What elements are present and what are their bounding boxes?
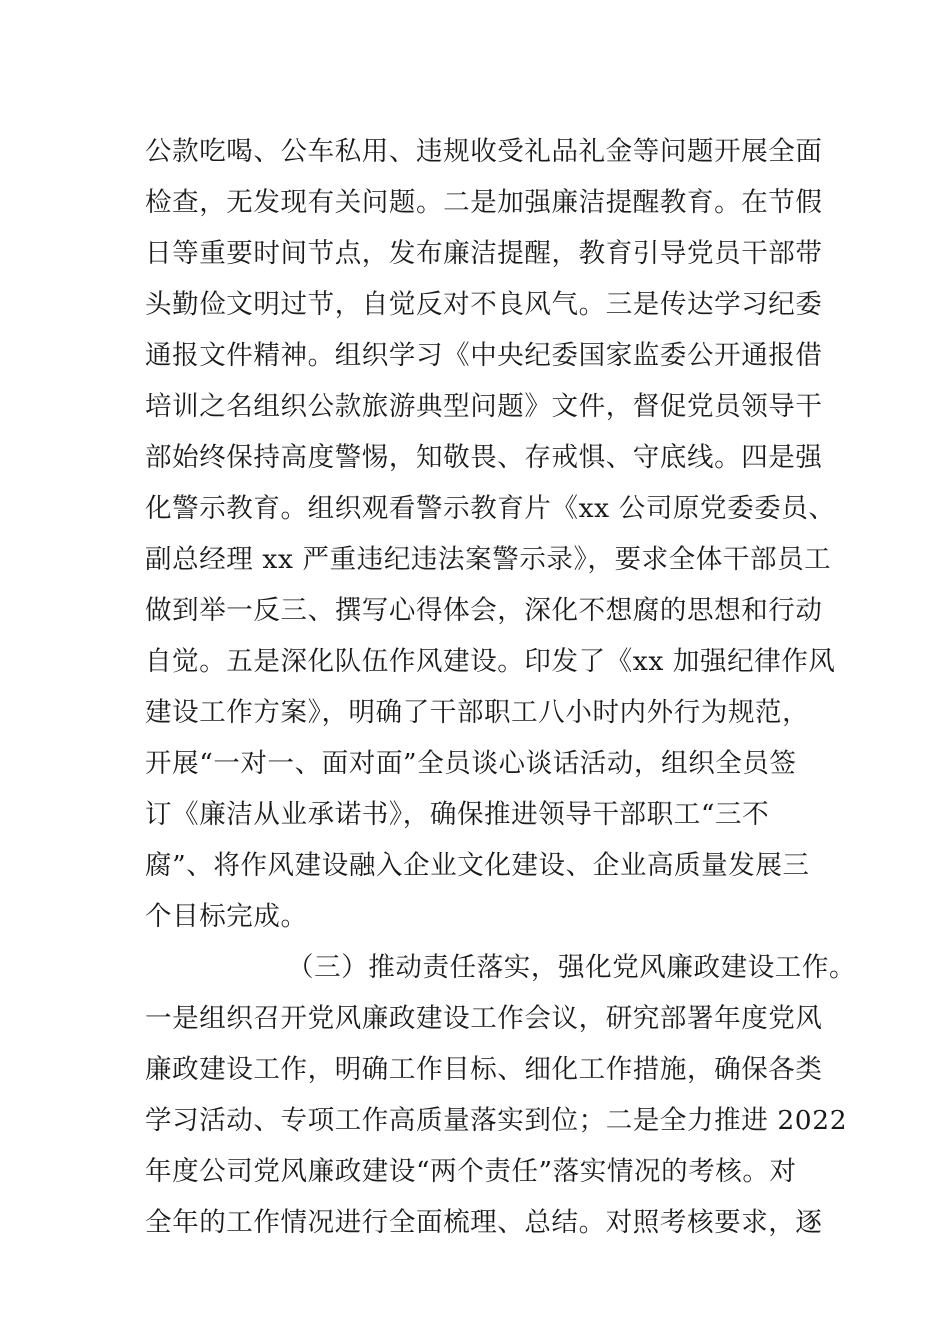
body-text-line: 化警示教育。组织观看警示教育片《xx 公司原党委委员、: [145, 493, 836, 524]
body-text-line: 日等重要时间节点，发布廉洁提醒，教育引导党员干部带: [145, 238, 823, 269]
body-text-line: 廉政建设工作，明确工作目标、细化工作措施，确保各类: [145, 1054, 823, 1085]
section-heading: （三）推动责任落实，强化党风廉政建设工作。: [287, 952, 857, 983]
body-text-line: 学习活动、专项工作高质量落实到位；二是全力推进 2022: [145, 1105, 848, 1136]
body-text-line: 部始终保持高度警惕，知敬畏、存戒惧、守底线。四是强: [145, 442, 823, 473]
body-text-line: 个目标完成。: [145, 901, 308, 932]
body-text-line: 公款吃喝、公车私用、违规收受礼品礼金等问题开展全面: [145, 136, 823, 167]
body-text-line: 培训之名组织公款旅游典型问题》文件，督促党员领导干: [145, 391, 823, 422]
body-text-line: 做到举一反三、撰写心得体会，深化不想腐的思想和行动: [145, 595, 823, 626]
body-text-line: 腐”、将作风建设融入企业文化建设、企业高质量发展三: [145, 850, 810, 881]
body-text-line: 头勤俭文明过节，自觉反对不良风气。三是传达学习纪委: [145, 289, 823, 320]
body-text-line: 开展“一对一、面对面”全员谈心谈话活动，组织全员签: [145, 748, 797, 779]
body-text-line: 自觉。五是深化队伍作风建设。印发了《xx 加强纪律作风: [145, 646, 836, 677]
body-text-line: 全年的工作情况进行全面梳理、总结。对照考核要求，逐: [145, 1207, 823, 1238]
body-text-line: 检查，无发现有关问题。二是加强廉洁提醒教育。在节假: [145, 187, 823, 218]
body-text-line: 一是组织召开党风廉政建设工作会议，研究部署年度党风: [145, 1003, 823, 1034]
body-text-line: 副总经理 xx 严重违纪违法案警示录》，要求全体干部员工: [145, 544, 832, 575]
body-text-line: 通报文件精神。组织学习《中央纪委国家监委公开通报借: [145, 340, 823, 371]
body-text-line: 年度公司党风廉政建设“两个责任”落实情况的考核。对: [145, 1156, 797, 1187]
body-text-line: 订《廉洁从业承诺书》，确保推进领导干部职工“三不: [145, 799, 770, 830]
body-text-line: 建设工作方案》，明确了干部职工八小时内外行为规范，: [145, 697, 810, 728]
